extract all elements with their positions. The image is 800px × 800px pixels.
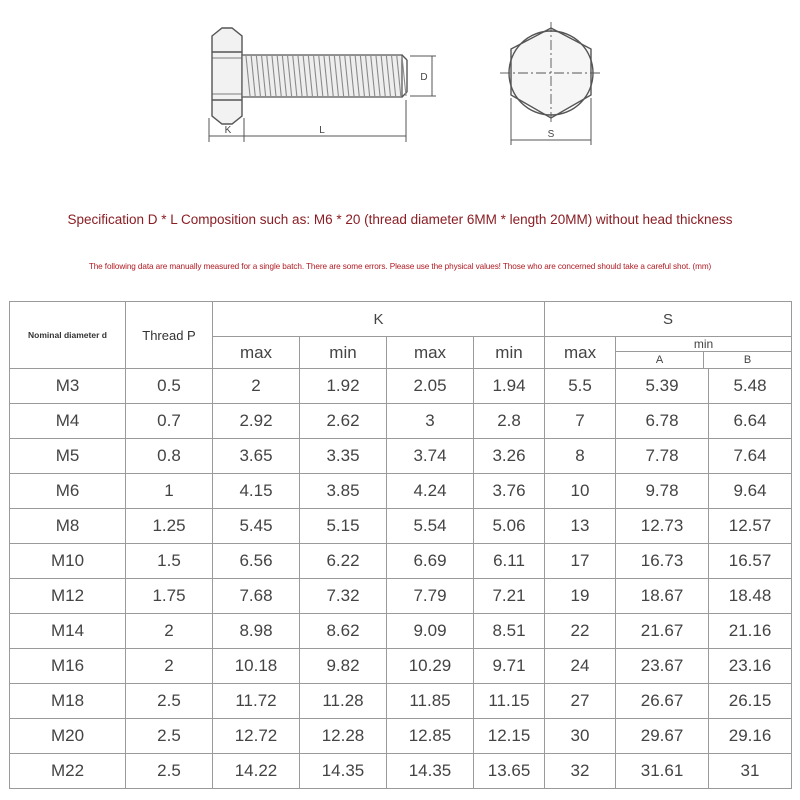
cell-k-min-a: 2.62 bbox=[300, 404, 387, 439]
cell-thread-p: 2 bbox=[126, 614, 213, 649]
cell-s-max: 17 bbox=[545, 544, 616, 579]
cell-k-max-b: 9.09 bbox=[387, 614, 474, 649]
header-nominal-diameter: Nominal diameter d bbox=[10, 302, 126, 369]
table-row bbox=[10, 754, 792, 789]
cell-k-max-b: 7.79 bbox=[387, 579, 474, 614]
cell-k-min-b: 1.94 bbox=[474, 369, 545, 404]
cell-k-max-a: 8.98 bbox=[213, 614, 300, 649]
cell-s-min-a: 12.73 bbox=[616, 509, 709, 544]
cell-k-min-a: 5.15 bbox=[300, 509, 387, 544]
table-row bbox=[10, 544, 792, 579]
cell-s-min-b: 7.64 bbox=[709, 439, 792, 474]
cell-k-min-b: 12.15 bbox=[474, 719, 545, 754]
cell-s-min-a: 9.78 bbox=[616, 474, 709, 509]
cell-s-max: 7 bbox=[545, 404, 616, 439]
table-row bbox=[10, 404, 792, 439]
cell-k-max-b: 12.85 bbox=[387, 719, 474, 754]
subheader-s-min-b: B bbox=[703, 352, 791, 368]
cell-k-min-a: 9.82 bbox=[300, 649, 387, 684]
cell-k-max-b: 11.85 bbox=[387, 684, 474, 719]
cell-k-max-a: 10.18 bbox=[213, 649, 300, 684]
header-row bbox=[10, 302, 792, 337]
table-row bbox=[10, 474, 792, 509]
cell-k-max-b: 6.69 bbox=[387, 544, 474, 579]
cell-s-min-a: 18.67 bbox=[616, 579, 709, 614]
cell-k-min-a: 11.28 bbox=[300, 684, 387, 719]
cell-s-min-b: 23.16 bbox=[709, 649, 792, 684]
subheader-k-max: max bbox=[213, 337, 300, 369]
cell-s-max: 8 bbox=[545, 439, 616, 474]
subheader-s-min bbox=[616, 337, 792, 369]
cell-s-min-a: 6.78 bbox=[616, 404, 709, 439]
cell-k-min-b: 8.51 bbox=[474, 614, 545, 649]
cell-k-max-b: 3.74 bbox=[387, 439, 474, 474]
cell-thread-p: 2.5 bbox=[126, 684, 213, 719]
cell-size: M4 bbox=[10, 404, 126, 439]
cell-k-max-a: 2 bbox=[213, 369, 300, 404]
cell-k-min-b: 5.06 bbox=[474, 509, 545, 544]
subheader-k-min: min bbox=[474, 337, 545, 369]
cell-k-min-b: 6.11 bbox=[474, 544, 545, 579]
cell-k-min-a: 1.92 bbox=[300, 369, 387, 404]
cell-s-min-b: 12.57 bbox=[709, 509, 792, 544]
table-row bbox=[10, 684, 792, 719]
cell-s-max: 24 bbox=[545, 649, 616, 684]
cell-thread-p: 2.5 bbox=[126, 719, 213, 754]
cell-k-max-a: 12.72 bbox=[213, 719, 300, 754]
cell-size: M14 bbox=[10, 614, 126, 649]
cell-s-max: 30 bbox=[545, 719, 616, 754]
cell-k-min-a: 8.62 bbox=[300, 614, 387, 649]
header-thread-pitch: Thread P bbox=[126, 302, 213, 369]
subheader-k-max: max bbox=[387, 337, 474, 369]
measurement-note: The following data are manually measured for a single batch. There are some errors. Please use the physical values! Those who are concerned should take a careful shot. (mm) bbox=[88, 262, 712, 271]
cell-k-max-a: 11.72 bbox=[213, 684, 300, 719]
cell-s-min-a: 7.78 bbox=[616, 439, 709, 474]
cell-s-min-b: 31 bbox=[709, 754, 792, 789]
cell-k-min-b: 7.21 bbox=[474, 579, 545, 614]
cell-s-min-a: 29.67 bbox=[616, 719, 709, 754]
bolt-top-view bbox=[500, 22, 602, 145]
cell-k-max-b: 4.24 bbox=[387, 474, 474, 509]
cell-s-min-a: 5.39 bbox=[616, 369, 709, 404]
subheader-k-min: min bbox=[300, 337, 387, 369]
cell-k-min-a: 3.85 bbox=[300, 474, 387, 509]
cell-k-max-a: 14.22 bbox=[213, 754, 300, 789]
cell-s-min-b: 18.48 bbox=[709, 579, 792, 614]
cell-k-max-b: 3 bbox=[387, 404, 474, 439]
cell-k-max-b: 5.54 bbox=[387, 509, 474, 544]
bolt-drawing bbox=[0, 0, 800, 200]
label-k: K bbox=[224, 125, 232, 136]
cell-thread-p: 0.7 bbox=[126, 404, 213, 439]
table-row bbox=[10, 439, 792, 474]
cell-k-min-b: 11.15 bbox=[474, 684, 545, 719]
subheader-s-max: max bbox=[545, 337, 616, 369]
cell-size: M20 bbox=[10, 719, 126, 754]
cell-k-min-a: 6.22 bbox=[300, 544, 387, 579]
cell-size: M18 bbox=[10, 684, 126, 719]
cell-k-max-a: 5.45 bbox=[213, 509, 300, 544]
cell-k-min-b: 2.8 bbox=[474, 404, 545, 439]
label-s: S bbox=[547, 129, 555, 140]
cell-s-min-b: 16.57 bbox=[709, 544, 792, 579]
cell-s-min-b: 6.64 bbox=[709, 404, 792, 439]
bolt-spec-table bbox=[9, 301, 792, 789]
cell-k-max-b: 14.35 bbox=[387, 754, 474, 789]
cell-thread-p: 1.75 bbox=[126, 579, 213, 614]
cell-size: M5 bbox=[10, 439, 126, 474]
cell-k-max-a: 7.68 bbox=[213, 579, 300, 614]
cell-s-min-a: 16.73 bbox=[616, 544, 709, 579]
table-row bbox=[10, 614, 792, 649]
cell-size: M3 bbox=[10, 369, 126, 404]
label-l: L bbox=[319, 125, 325, 136]
cell-size: M8 bbox=[10, 509, 126, 544]
cell-s-min-b: 26.15 bbox=[709, 684, 792, 719]
cell-size: M16 bbox=[10, 649, 126, 684]
cell-s-min-a: 23.67 bbox=[616, 649, 709, 684]
cell-thread-p: 1.5 bbox=[126, 544, 213, 579]
cell-s-min-b: 9.64 bbox=[709, 474, 792, 509]
cell-thread-p: 1 bbox=[126, 474, 213, 509]
cell-size: M22 bbox=[10, 754, 126, 789]
cell-s-max: 10 bbox=[545, 474, 616, 509]
header-s: S bbox=[545, 302, 792, 337]
cell-thread-p: 1.25 bbox=[126, 509, 213, 544]
label-d: D bbox=[420, 72, 428, 83]
cell-k-min-b: 3.76 bbox=[474, 474, 545, 509]
subheader-s-min-a: A bbox=[655, 354, 664, 366]
cell-k-min-b: 3.26 bbox=[474, 439, 545, 474]
table-row bbox=[10, 369, 792, 404]
table-row bbox=[10, 649, 792, 684]
header-k: K bbox=[213, 302, 545, 337]
cell-k-min-a: 12.28 bbox=[300, 719, 387, 754]
table-row bbox=[10, 719, 792, 754]
cell-s-max: 13 bbox=[545, 509, 616, 544]
cell-s-max: 19 bbox=[545, 579, 616, 614]
cell-k-max-a: 3.65 bbox=[213, 439, 300, 474]
cell-s-max: 27 bbox=[545, 684, 616, 719]
cell-size: M12 bbox=[10, 579, 126, 614]
cell-k-min-a: 14.35 bbox=[300, 754, 387, 789]
table-row bbox=[10, 509, 792, 544]
cell-s-min-a: 31.61 bbox=[616, 754, 709, 789]
cell-thread-p: 0.8 bbox=[126, 439, 213, 474]
cell-s-max: 5.5 bbox=[545, 369, 616, 404]
cell-k-min-b: 9.71 bbox=[474, 649, 545, 684]
cell-s-min-b: 21.16 bbox=[709, 614, 792, 649]
subheader-s-min-label: min bbox=[616, 337, 791, 352]
cell-thread-p: 2 bbox=[126, 649, 213, 684]
cell-s-min-a: 26.67 bbox=[616, 684, 709, 719]
cell-s-max: 22 bbox=[545, 614, 616, 649]
cell-s-min-a: 21.67 bbox=[616, 614, 709, 649]
cell-size: M6 bbox=[10, 474, 126, 509]
cell-s-min-b: 5.48 bbox=[709, 369, 792, 404]
cell-k-max-b: 2.05 bbox=[387, 369, 474, 404]
cell-thread-p: 2.5 bbox=[126, 754, 213, 789]
cell-s-max: 32 bbox=[545, 754, 616, 789]
cell-k-min-a: 3.35 bbox=[300, 439, 387, 474]
cell-k-min-a: 7.32 bbox=[300, 579, 387, 614]
cell-k-max-a: 6.56 bbox=[213, 544, 300, 579]
cell-k-max-a: 4.15 bbox=[213, 474, 300, 509]
cell-k-max-b: 10.29 bbox=[387, 649, 474, 684]
cell-k-min-b: 13.65 bbox=[474, 754, 545, 789]
specification-text: Specification D * L Composition such as: M6 * 20 (thread diameter 6MM * length 20MM) without head thickness bbox=[67, 212, 733, 227]
cell-size: M10 bbox=[10, 544, 126, 579]
table-row bbox=[10, 579, 792, 614]
cell-thread-p: 0.5 bbox=[126, 369, 213, 404]
cell-s-min-b: 29.16 bbox=[709, 719, 792, 754]
cell-k-max-a: 2.92 bbox=[213, 404, 300, 439]
